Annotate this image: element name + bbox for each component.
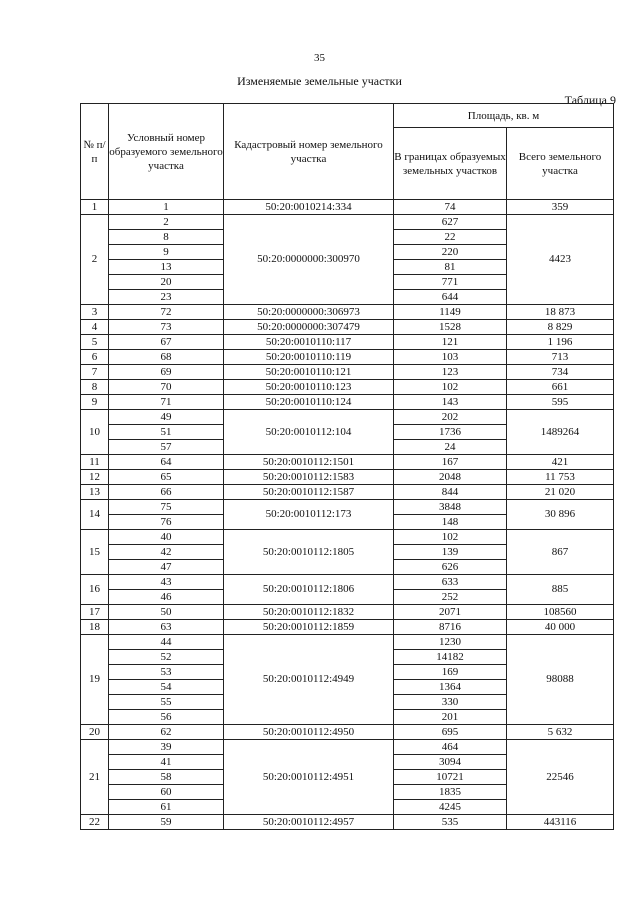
cell-conditional-number: 56 — [109, 710, 224, 725]
cell-area-within: 1364 — [394, 680, 507, 695]
cell-row-number: 12 — [81, 470, 109, 485]
cell-area-total: 108560 — [507, 605, 614, 620]
cell-area-within: 535 — [394, 815, 507, 830]
cell-conditional-number: 61 — [109, 800, 224, 815]
cell-area-total: 21 020 — [507, 485, 614, 500]
page-number: 35 — [314, 52, 325, 64]
table-row — [81, 635, 614, 650]
cell-conditional-number: 46 — [109, 590, 224, 605]
cell-conditional-number: 67 — [109, 335, 224, 350]
cell-conditional-number: 65 — [109, 470, 224, 485]
cell-area-within: 22 — [394, 230, 507, 245]
cell-conditional-number: 55 — [109, 695, 224, 710]
cell-cadastral-number: 50:20:0000000:307479 — [224, 320, 394, 335]
cell-conditional-number: 63 — [109, 620, 224, 635]
cell-cadastral-number: 50:20:0010110:123 — [224, 380, 394, 395]
table-row — [81, 320, 614, 335]
cell-area-within: 4245 — [394, 800, 507, 815]
table-row — [81, 380, 614, 395]
cell-cadastral-number: 50:20:0000000:300970 — [224, 215, 394, 305]
cell-conditional-number: 58 — [109, 770, 224, 785]
table-row — [81, 605, 614, 620]
cell-area-within: 201 — [394, 710, 507, 725]
cell-row-number: 8 — [81, 380, 109, 395]
cell-cadastral-number: 50:20:0010112:4949 — [224, 635, 394, 725]
cell-conditional-number: 62 — [109, 725, 224, 740]
cell-area-within: 771 — [394, 275, 507, 290]
cell-cadastral-number: 50:20:0010110:117 — [224, 335, 394, 350]
cell-conditional-number: 20 — [109, 275, 224, 290]
cell-area-within: 695 — [394, 725, 507, 740]
cell-area-total: 443116 — [507, 815, 614, 830]
table-body — [81, 200, 614, 830]
cell-area-within: 167 — [394, 455, 507, 470]
cell-conditional-number: 60 — [109, 785, 224, 800]
cell-area-within: 1835 — [394, 785, 507, 800]
cell-conditional-number: 53 — [109, 665, 224, 680]
cell-row-number: 5 — [81, 335, 109, 350]
cell-area-within: 24 — [394, 440, 507, 455]
cell-area-total: 661 — [507, 380, 614, 395]
table-row — [81, 740, 614, 755]
cell-conditional-number: 69 — [109, 365, 224, 380]
cell-area-within: 644 — [394, 290, 507, 305]
cell-row-number: 1 — [81, 200, 109, 215]
cell-cadastral-number: 50:20:0010112:1806 — [224, 575, 394, 605]
cell-conditional-number: 13 — [109, 260, 224, 275]
cell-area-total: 4423 — [507, 215, 614, 305]
cell-area-within: 103 — [394, 350, 507, 365]
cell-area-within: 14182 — [394, 650, 507, 665]
cell-area-within: 1736 — [394, 425, 507, 440]
cell-area-within: 1528 — [394, 320, 507, 335]
cell-area-within: 139 — [394, 545, 507, 560]
cell-area-total: 5 632 — [507, 725, 614, 740]
table-row — [81, 455, 614, 470]
cell-area-within: 330 — [394, 695, 507, 710]
cell-cadastral-number: 50:20:0010214:334 — [224, 200, 394, 215]
cell-conditional-number: 47 — [109, 560, 224, 575]
cell-conditional-number: 8 — [109, 230, 224, 245]
cell-conditional-number: 39 — [109, 740, 224, 755]
table-row — [81, 530, 614, 545]
cell-area-total: 1 196 — [507, 335, 614, 350]
cell-area-within: 2071 — [394, 605, 507, 620]
header-area-total: Всего земельного участка — [507, 128, 614, 200]
cell-area-within: 633 — [394, 575, 507, 590]
cell-area-within: 10721 — [394, 770, 507, 785]
cell-conditional-number: 41 — [109, 755, 224, 770]
cell-conditional-number: 40 — [109, 530, 224, 545]
header-num: № п/п — [81, 104, 109, 200]
cell-row-number: 20 — [81, 725, 109, 740]
cell-conditional-number: 59 — [109, 815, 224, 830]
cell-area-total: 18 873 — [507, 305, 614, 320]
table-row — [81, 350, 614, 365]
cell-conditional-number: 72 — [109, 305, 224, 320]
cell-area-total: 98088 — [507, 635, 614, 725]
cell-area-within: 2048 — [394, 470, 507, 485]
header-conditional-number: Условный номер образуемого земельного участка — [109, 104, 224, 200]
cell-conditional-number: 71 — [109, 395, 224, 410]
cell-area-within: 74 — [394, 200, 507, 215]
cell-area-within: 3848 — [394, 500, 507, 515]
cell-row-number: 7 — [81, 365, 109, 380]
cell-conditional-number: 1 — [109, 200, 224, 215]
cell-area-within: 81 — [394, 260, 507, 275]
cell-cadastral-number: 50:20:0010110:119 — [224, 350, 394, 365]
cell-conditional-number: 44 — [109, 635, 224, 650]
cell-conditional-number: 51 — [109, 425, 224, 440]
cell-area-total: 359 — [507, 200, 614, 215]
cell-area-within: 626 — [394, 560, 507, 575]
table-row — [81, 215, 614, 230]
header-cadastral-number: Кадастровый номер земельного участка — [224, 104, 394, 200]
cell-area-within: 123 — [394, 365, 507, 380]
cell-conditional-number: 52 — [109, 650, 224, 665]
cell-area-total: 421 — [507, 455, 614, 470]
cell-row-number: 4 — [81, 320, 109, 335]
cell-row-number: 6 — [81, 350, 109, 365]
table-row — [81, 200, 614, 215]
table-title: Изменяемые земельные участки — [237, 74, 402, 88]
cell-area-within: 102 — [394, 530, 507, 545]
cell-area-within: 8716 — [394, 620, 507, 635]
cell-cadastral-number: 50:20:0010112:1805 — [224, 530, 394, 575]
cell-area-total: 885 — [507, 575, 614, 605]
table-row — [81, 575, 614, 590]
cell-cadastral-number: 50:20:0010112:4957 — [224, 815, 394, 830]
table-row — [81, 485, 614, 500]
cell-area-within: 148 — [394, 515, 507, 530]
cell-conditional-number: 2 — [109, 215, 224, 230]
cell-cadastral-number: 50:20:0010112:1587 — [224, 485, 394, 500]
cell-area-total: 595 — [507, 395, 614, 410]
cell-conditional-number: 50 — [109, 605, 224, 620]
cell-cadastral-number: 50:20:0010112:104 — [224, 410, 394, 455]
cell-row-number: 21 — [81, 740, 109, 815]
cell-area-total: 11 753 — [507, 470, 614, 485]
cell-area-within: 3094 — [394, 755, 507, 770]
cell-area-total: 40 000 — [507, 620, 614, 635]
cell-area-total: 8 829 — [507, 320, 614, 335]
cell-conditional-number: 68 — [109, 350, 224, 365]
cell-cadastral-number: 50:20:0010110:121 — [224, 365, 394, 380]
cell-conditional-number: 73 — [109, 320, 224, 335]
cell-conditional-number: 64 — [109, 455, 224, 470]
cell-row-number: 18 — [81, 620, 109, 635]
cell-cadastral-number: 50:20:0010112:1501 — [224, 455, 394, 470]
cell-cadastral-number: 50:20:0010112:1832 — [224, 605, 394, 620]
cell-cadastral-number: 50:20:0010112:173 — [224, 500, 394, 530]
table-row — [81, 410, 614, 425]
cell-conditional-number: 49 — [109, 410, 224, 425]
cell-cadastral-number: 50:20:0010112:4950 — [224, 725, 394, 740]
cell-area-within: 1149 — [394, 305, 507, 320]
cell-conditional-number: 43 — [109, 575, 224, 590]
cell-row-number: 13 — [81, 485, 109, 500]
cell-cadastral-number: 50:20:0010110:124 — [224, 395, 394, 410]
table-row — [81, 500, 614, 515]
cell-conditional-number: 76 — [109, 515, 224, 530]
cell-area-within: 844 — [394, 485, 507, 500]
cell-cadastral-number: 50:20:0010112:4951 — [224, 740, 394, 815]
cell-area-within: 143 — [394, 395, 507, 410]
cell-area-total: 734 — [507, 365, 614, 380]
cell-cadastral-number: 50:20:0010112:1583 — [224, 470, 394, 485]
table-row — [81, 815, 614, 830]
table-row — [81, 335, 614, 350]
cell-conditional-number: 42 — [109, 545, 224, 560]
cell-cadastral-number: 50:20:0010112:1859 — [224, 620, 394, 635]
cell-conditional-number: 54 — [109, 680, 224, 695]
cell-row-number: 11 — [81, 455, 109, 470]
cell-area-within: 102 — [394, 380, 507, 395]
cell-area-total: 1489264 — [507, 410, 614, 455]
cell-row-number: 10 — [81, 410, 109, 455]
cell-area-within: 121 — [394, 335, 507, 350]
cell-area-within: 464 — [394, 740, 507, 755]
cell-conditional-number: 57 — [109, 440, 224, 455]
cell-conditional-number: 23 — [109, 290, 224, 305]
cell-area-within: 169 — [394, 665, 507, 680]
table-row — [81, 305, 614, 320]
cell-row-number: 15 — [81, 530, 109, 575]
cell-row-number: 16 — [81, 575, 109, 605]
header-area: Площадь, кв. м — [394, 104, 614, 128]
cell-area-within: 627 — [394, 215, 507, 230]
table-row — [81, 470, 614, 485]
cell-row-number: 9 — [81, 395, 109, 410]
cell-conditional-number: 75 — [109, 500, 224, 515]
cell-row-number: 14 — [81, 500, 109, 530]
header-area-within: В границах образуемых земельных участков — [394, 128, 507, 200]
table-row — [81, 395, 614, 410]
cell-area-total: 867 — [507, 530, 614, 575]
cell-conditional-number: 9 — [109, 245, 224, 260]
cell-area-within: 220 — [394, 245, 507, 260]
cell-row-number: 3 — [81, 305, 109, 320]
cell-area-total: 22546 — [507, 740, 614, 815]
cell-conditional-number: 66 — [109, 485, 224, 500]
table-row — [81, 365, 614, 380]
cell-area-total: 713 — [507, 350, 614, 365]
table-row — [81, 620, 614, 635]
cell-area-total: 30 896 — [507, 500, 614, 530]
cell-cadastral-number: 50:20:0000000:306973 — [224, 305, 394, 320]
cell-row-number: 2 — [81, 215, 109, 305]
cell-conditional-number: 70 — [109, 380, 224, 395]
table-label: Таблица 9 — [564, 93, 616, 107]
cell-area-within: 202 — [394, 410, 507, 425]
cell-area-within: 1230 — [394, 635, 507, 650]
cell-row-number: 17 — [81, 605, 109, 620]
cell-row-number: 19 — [81, 635, 109, 725]
land-plots-table — [80, 103, 614, 830]
table-row — [81, 725, 614, 740]
cell-area-within: 252 — [394, 590, 507, 605]
cell-row-number: 22 — [81, 815, 109, 830]
